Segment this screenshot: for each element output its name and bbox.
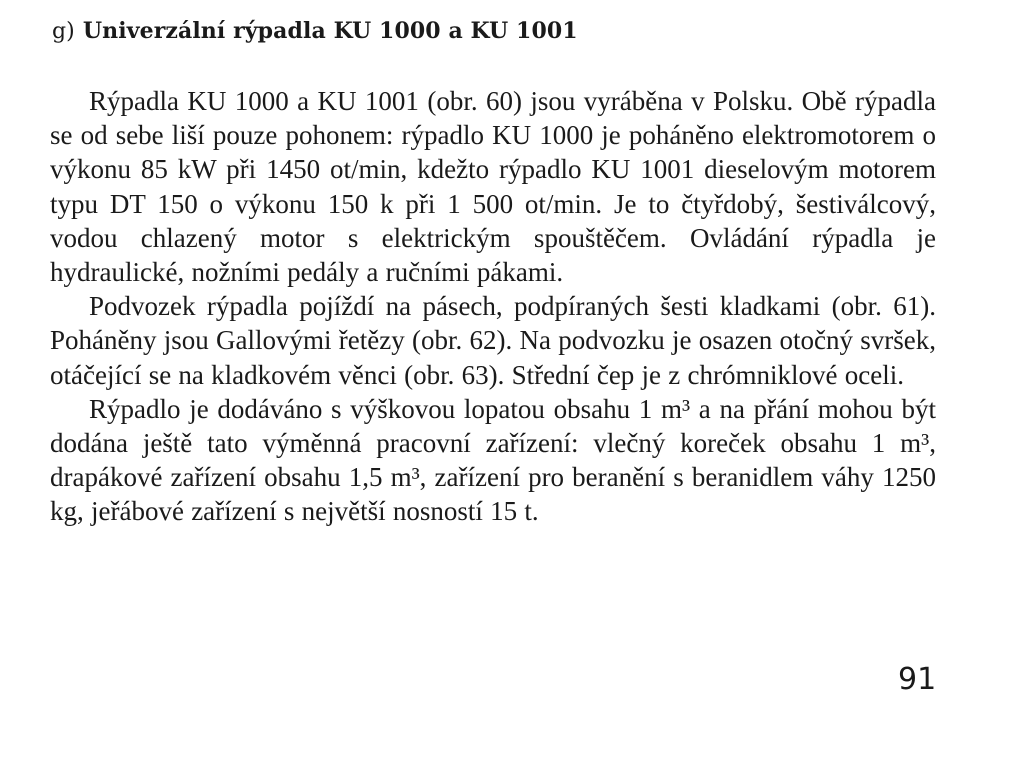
paragraph: Rýpadla KU 1000 a KU 1001 (obr. 60) jsou vyráběna v Polsku. Obě rýpadla se od sebe liší pouze pohonem: rýpadlo KU 1000 je poháněno elektromotorem o výkonu 85 kW při 1450 ot/min, kdežto rýpadlo KU 1001 dieselovým motorem typu DT 150 o výkonu 150 k při 1 500 ot/min. Je to čtyřdobý, šestiválcový, vodou chlazený motor s elektrickým spouštěčem. Ovládání rýpadla je hydraulické, nožními pedály a ručními pákami.: [50, 86, 936, 288]
section-title: Univerzální rýpadla KU 1000 a KU 1001: [82, 18, 578, 44]
section-marker: g): [52, 19, 75, 44]
paragraph: Podvozek rýpadla pojíždí na pásech, podpíraných šesti kladkami (obr. 61). Poháněny jsou Gallovými řetězy (obr. 62). Na podvozku je osazen otočný svršek, otáčející se na kladkovém věnci (obr. 63). Střední čep je z chrómniklové oceli.: [50, 291, 936, 390]
section-heading: [52, 17, 578, 46]
paragraph: Rýpadlo je dodáváno s výškovou lopatou obsahu 1 m³ a na přání mohou být dodána ještě tato výměnná pracovní zařízení: vlečný koreček obsahu 1 m³, drapákové zařízení obsahu 1,5 m³, zařízení pro beranění s beranidlem váhy 1250 kg, jeřábové zařízení s největší nosností 15 t.: [50, 393, 936, 527]
page-number: 91: [898, 662, 937, 697]
body-text: [50, 84, 936, 529]
